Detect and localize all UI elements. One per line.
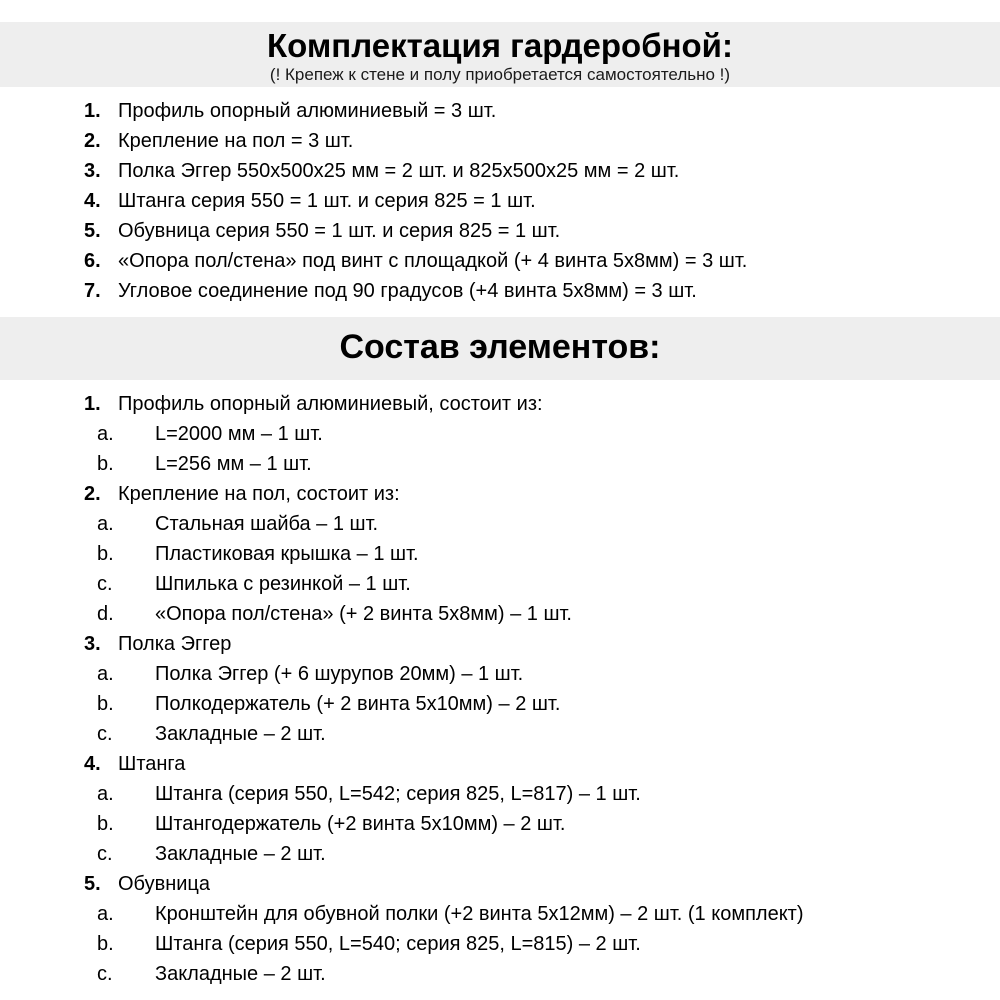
list-item-text: Крепление на пол = 3 шт. — [118, 129, 354, 152]
list-item-marker: c. — [97, 962, 113, 985]
list-item-marker: a. — [97, 662, 114, 685]
list-item-marker: a. — [97, 422, 114, 445]
list-item-text: Полка Эггер (+ 6 шурупов 20мм) – 1 шт. — [155, 662, 524, 685]
section1-subtitle: (! Крепеж к стене и полу приобретается самостоятельно !) — [269, 65, 731, 84]
list-subitem — [0, 929, 1000, 959]
list-subitem — [0, 779, 1000, 809]
list-item-text: Штанга (серия 550, L=540; серия 825, L=815) – 2 шт. — [155, 932, 641, 955]
list-item-marker: 4. — [84, 752, 101, 775]
list-item-text: Штанга (серия 550, L=542; серия 825, L=817) – 1 шт. — [155, 782, 641, 805]
list-item — [0, 186, 1000, 216]
list-subitem — [0, 449, 1000, 479]
list-item — [0, 389, 1000, 419]
list-item-text: Шпилька с резинкой – 1 шт. — [155, 572, 411, 595]
list-item-text: L=256 мм – 1 шт. — [155, 452, 312, 475]
list-item-text: L=2000 мм – 1 шт. — [155, 422, 323, 445]
list-item — [0, 479, 1000, 509]
list-item-marker: 4. — [84, 189, 101, 212]
list-subitem — [0, 719, 1000, 749]
list-item — [0, 629, 1000, 659]
list-item-marker: b. — [97, 692, 114, 715]
list-item-text: Обувница — [118, 872, 210, 895]
list-item-text: Закладные – 2 шт. — [155, 842, 326, 865]
section1-title: Комплектация гардеробной: — [267, 27, 733, 64]
list-item-text: Полкодержатель (+ 2 винта 5х10мм) – 2 шт. — [155, 692, 561, 715]
list-item-text: Полка Эггер 550х500х25 мм = 2 шт. и 825х500х25 мм = 2 шт. — [118, 159, 680, 182]
list-item — [0, 749, 1000, 779]
list-item-marker: c. — [97, 722, 113, 745]
list-item-text: Штангодержатель (+2 винта 5х10мм) – 2 шт. — [155, 812, 566, 835]
list-item-marker: d. — [97, 602, 114, 625]
list-item-marker: 3. — [84, 632, 101, 655]
list-item-marker: 1. — [84, 392, 101, 415]
section1-list — [0, 96, 1000, 306]
list-subitem — [0, 599, 1000, 629]
list-item — [0, 869, 1000, 899]
list-subitem — [0, 899, 1000, 929]
section2-header-band — [0, 317, 1000, 380]
list-item-text: Закладные – 2 шт. — [155, 722, 326, 745]
section2-list — [0, 389, 1000, 989]
list-item-marker: a. — [97, 782, 114, 805]
list-item-text: Кронштейн для обувной полки (+2 винта 5х12мм) – 2 шт. (1 комплект) — [155, 902, 804, 925]
list-subitem — [0, 539, 1000, 569]
list-item — [0, 126, 1000, 156]
list-item — [0, 96, 1000, 126]
list-item — [0, 216, 1000, 246]
list-item-text: Штанга серия 550 = 1 шт. и серия 825 = 1 шт. — [118, 189, 536, 212]
list-item-text: Профиль опорный алюминиевый = 3 шт. — [118, 99, 497, 122]
list-subitem — [0, 809, 1000, 839]
list-item-text: «Опора пол/стена» под винт с площадкой (+ 4 винта 5х8мм) = 3 шт. — [118, 249, 748, 272]
list-item-marker: b. — [97, 932, 114, 955]
list-subitem — [0, 419, 1000, 449]
list-item-text: Штанга — [118, 752, 186, 775]
list-item-marker: a. — [97, 902, 114, 925]
list-subitem — [0, 689, 1000, 719]
list-item-marker: 6. — [84, 249, 101, 272]
list-item-text: Полка Эггер — [118, 632, 232, 655]
list-item — [0, 276, 1000, 306]
list-item-marker: 1. — [84, 99, 101, 122]
list-item-marker: 2. — [84, 129, 101, 152]
list-subitem — [0, 659, 1000, 689]
list-item-marker: a. — [97, 512, 114, 535]
list-item-marker: b. — [97, 542, 114, 565]
list-item-text: Обувница серия 550 = 1 шт. и серия 825 = 1 шт. — [118, 219, 561, 242]
list-item-text: Угловое соединение под 90 градусов (+4 винта 5х8мм) = 3 шт. — [118, 279, 697, 302]
list-item-marker: 2. — [84, 482, 101, 505]
list-item-text: «Опора пол/стена» (+ 2 винта 5х8мм) – 1 шт. — [155, 602, 572, 625]
list-item-text: Стальная шайба – 1 шт. — [155, 512, 379, 535]
list-item — [0, 156, 1000, 186]
list-item-marker: 7. — [84, 279, 101, 302]
list-subitem — [0, 569, 1000, 599]
list-item-marker: b. — [97, 812, 114, 835]
list-item-text: Крепление на пол, состоит из: — [118, 482, 400, 505]
list-item-marker: 3. — [84, 159, 101, 182]
list-subitem — [0, 509, 1000, 539]
list-item-text: Профиль опорный алюминиевый, состоит из: — [118, 392, 543, 415]
list-item-marker: c. — [97, 572, 113, 595]
list-item-marker: 5. — [84, 219, 101, 242]
list-item-marker: c. — [97, 842, 113, 865]
section1-header-band — [0, 22, 1000, 87]
list-item-text: Закладные – 2 шт. — [155, 962, 326, 985]
section2-title: Состав элементов: — [339, 328, 661, 366]
list-item — [0, 246, 1000, 276]
list-item-marker: 5. — [84, 872, 101, 895]
list-subitem — [0, 839, 1000, 869]
list-item-marker: b. — [97, 452, 114, 475]
list-item-text: Пластиковая крышка – 1 шт. — [155, 542, 419, 565]
list-subitem — [0, 959, 1000, 989]
